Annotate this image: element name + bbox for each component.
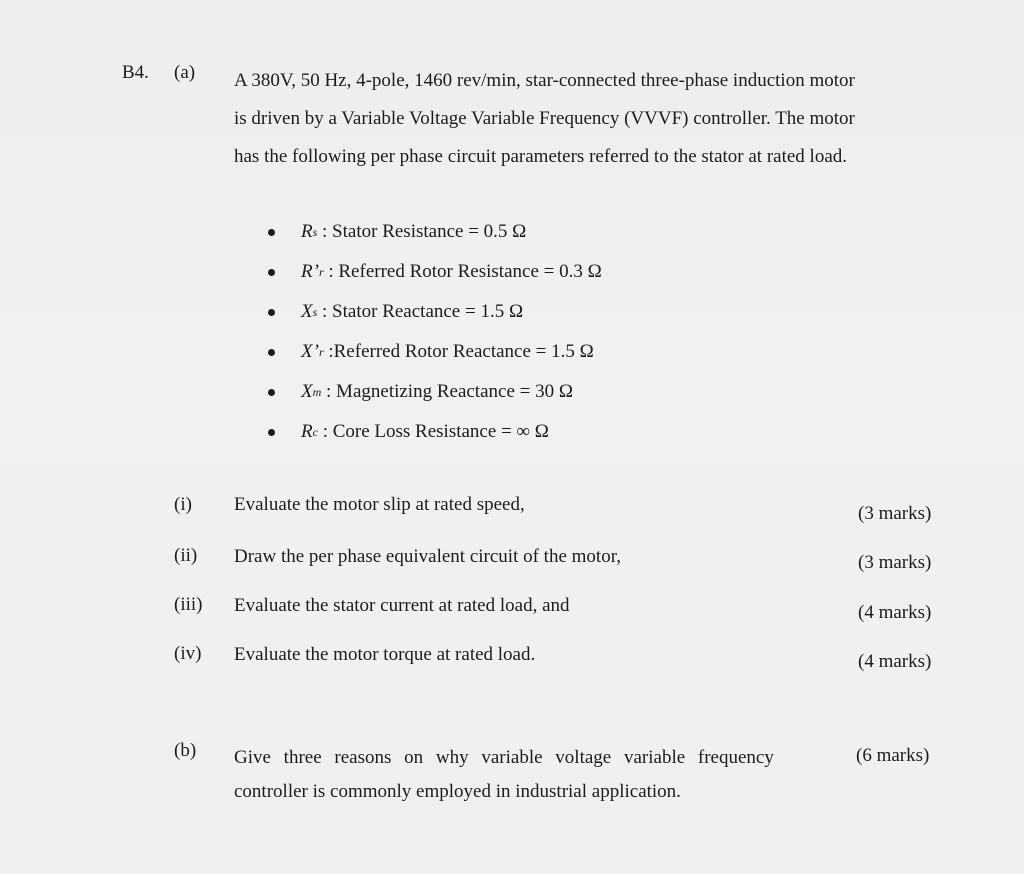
part-a-label: (a): [174, 62, 196, 83]
parameter-list: [268, 212, 602, 452]
parameter-symbol: X: [301, 341, 313, 362]
parameter-text: : Stator Resistance = 0.5 Ω: [317, 221, 527, 242]
bullet-icon: [268, 389, 275, 396]
subpart-label: (iv): [174, 643, 202, 664]
parameter-item: [268, 332, 602, 372]
part-b-line: controller is commonly employed in industrial application.: [234, 781, 681, 802]
intro-line: A 380V, 50 Hz, 4-pole, 1460 rev/min, star-connected three-phase induction motor: [234, 70, 855, 91]
parameter-text: :Referred Rotor Reactance = 1.5 Ω: [323, 341, 594, 362]
subpart-text: Evaluate the motor slip at rated speed,: [234, 494, 525, 515]
part-b-line: Give three reasons on why variable voltage variable frequency: [234, 747, 774, 768]
subpart-marks: (3 marks): [858, 503, 932, 524]
parameter-item: [268, 292, 602, 332]
subpart-text: Draw the per phase equivalent circuit of the motor,: [234, 546, 622, 567]
parameter-subscript: m: [312, 384, 322, 399]
parameter-text: : Magnetizing Reactance = 30 Ω: [321, 381, 573, 402]
parameter-symbol: R: [301, 221, 313, 242]
subpart-text: Evaluate the motor torque at rated load.: [234, 644, 536, 665]
subpart-label: (i): [174, 494, 192, 515]
part-b-marks: (6 marks): [856, 745, 930, 766]
subpart-label: (ii): [174, 545, 198, 566]
parameter-text: : Referred Rotor Resistance = 0.3 Ω: [323, 261, 602, 282]
parameter-item: [268, 372, 602, 412]
parameter-subscript: r: [318, 264, 324, 279]
part-b-text: [234, 741, 774, 809]
parameter-subscript: s: [312, 224, 318, 239]
parameter-subscript: c: [312, 424, 318, 439]
question-intro: [234, 62, 994, 176]
parameter-item: [268, 412, 602, 452]
question-number: B4.: [122, 62, 149, 83]
subpart-marks: (4 marks): [858, 651, 932, 672]
bullet-icon: [268, 229, 275, 236]
subpart-marks: (3 marks): [858, 552, 932, 573]
parameter-symbol: X: [301, 381, 313, 402]
parameter-item: [268, 252, 602, 292]
parameter-prime: ’: [312, 261, 319, 282]
subpart-text: Evaluate the stator current at rated load, and: [234, 595, 570, 616]
bullet-icon: [268, 349, 275, 356]
parameter-subscript: r: [318, 344, 324, 359]
part-b-label: (b): [174, 740, 197, 761]
parameter-item: [268, 212, 602, 252]
subpart-label: (iii): [174, 594, 203, 615]
bullet-icon: [268, 429, 275, 436]
parameter-prime: ’: [312, 341, 319, 362]
parameter-subscript: s: [312, 304, 318, 319]
parameter-text: : Stator Reactance = 1.5 Ω: [317, 301, 524, 322]
parameter-text: : Core Loss Resistance = ∞ Ω: [317, 421, 549, 442]
bullet-icon: [268, 309, 275, 316]
subpart-marks: (4 marks): [858, 602, 932, 623]
parameter-symbol: X: [301, 301, 313, 322]
intro-line: is driven by a Variable Voltage Variable Frequency (VVVF) controller. The motor: [234, 108, 855, 129]
intro-line: has the following per phase circuit parameters referred to the stator at rated load.: [234, 146, 848, 167]
parameter-symbol: R: [301, 421, 313, 442]
parameter-symbol: R: [301, 261, 313, 282]
bullet-icon: [268, 269, 275, 276]
